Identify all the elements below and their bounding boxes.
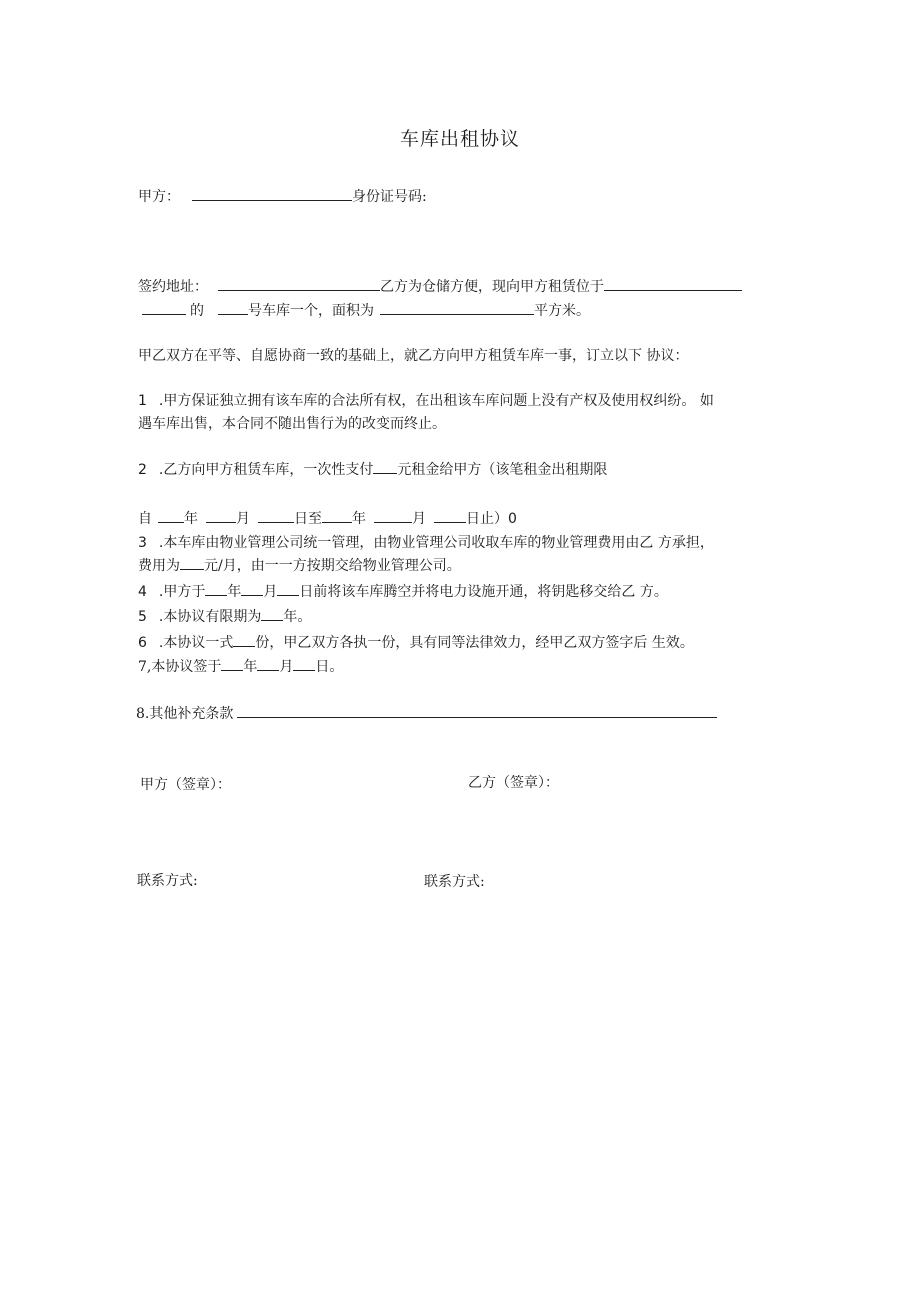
- clause-5-text-a: .本协议有限期为: [158, 609, 262, 625]
- clause-1-line-1: .甲方保证独立拥有该车库的合法所有权，在出租该车库问题上没有产权及使用权纠纷。 如: [158, 393, 714, 409]
- intro-text: 乙方为仓储方便，现向甲方租赁位于: [380, 279, 604, 295]
- sign-location-label: 签约地址：: [138, 279, 208, 295]
- party-a-line: [138, 187, 427, 207]
- clause-5-text-b: 年。: [283, 609, 312, 625]
- end-year-label: 年: [352, 511, 366, 527]
- clause-3: [138, 533, 714, 553]
- area-unit: 平方米。: [534, 303, 590, 319]
- end-day-blank[interactable]: [434, 510, 466, 523]
- sign-day-blank[interactable]: [293, 658, 315, 671]
- start-month-blank[interactable]: [206, 510, 236, 523]
- document-title: 车库出租协议: [399, 128, 520, 150]
- validity-years-blank[interactable]: [261, 608, 283, 621]
- clause-6-text-b: 份，甲乙双方各执一份，具有同等法律效力，经甲乙双方签字后 生效。: [255, 635, 694, 651]
- clause-5-number: 5: [138, 609, 147, 625]
- period-from: 自: [138, 511, 152, 527]
- sign-year-blank[interactable]: [221, 658, 243, 671]
- day-to-label: 日至: [294, 511, 322, 527]
- clause-7-text-a: 7,本协议签于: [138, 659, 222, 675]
- day-end-label: 日止）0: [466, 511, 517, 527]
- party-a-name-blank[interactable]: [192, 188, 352, 201]
- rental-period-line: [138, 509, 517, 529]
- clause-5: [138, 607, 311, 627]
- garage-number-blank[interactable]: [218, 302, 248, 315]
- clause-4-text-a: .甲方于: [158, 584, 206, 600]
- party-a-label: 甲方：: [138, 189, 180, 205]
- copies-blank[interactable]: [233, 634, 255, 647]
- start-month-label: 月: [236, 511, 250, 527]
- clause-7: [138, 657, 343, 677]
- rent-amount-blank[interactable]: [373, 461, 397, 474]
- clause-8: [136, 704, 717, 724]
- clause-3-line-2: [138, 556, 461, 576]
- clause-1-line-2: 遇车库出售，本合同不随出售行为的改变而终止。: [138, 416, 446, 432]
- start-year-label: 年: [184, 511, 198, 527]
- party-b-contact: 联系方式:: [424, 874, 485, 890]
- clause-3-text-b: 元/月，由一一方按期交给物业管理公司。: [204, 558, 461, 574]
- clause-3-line-1: .本车库由物业管理公司统一管理，由物业管理公司收取车库的物业管理费用由乙 方承担，: [158, 535, 714, 551]
- clause-2-text-a: .乙方向甲方租赁车库，一次性支付: [158, 462, 374, 478]
- clause-3-number: 3: [138, 535, 147, 551]
- clause-4-number: 4: [138, 584, 147, 600]
- fee-amount-blank[interactable]: [180, 557, 204, 570]
- start-year-blank[interactable]: [158, 510, 184, 523]
- party-a-contact: 联系方式:: [137, 873, 198, 889]
- clause-4: [138, 582, 668, 602]
- clause-6: [138, 633, 694, 653]
- location-de: 的: [190, 303, 204, 319]
- vacate-month-label: 月: [263, 584, 278, 600]
- clause-2-text-b: 元租金给甲方（该笔租金出租期限: [397, 462, 608, 478]
- clause-1-number: 1: [138, 393, 147, 409]
- clause-7-text-b: 日。: [315, 659, 344, 675]
- sign-year-label: 年: [243, 659, 258, 675]
- vacate-year-blank[interactable]: [205, 583, 227, 596]
- clause-2-number: 2: [138, 462, 147, 478]
- vacate-day-blank[interactable]: [277, 583, 299, 596]
- clause-6-number: 6: [138, 635, 147, 651]
- clause-8-text: 8.其他补充条款: [136, 706, 234, 722]
- garage-location-blank[interactable]: [604, 278, 742, 291]
- clause-4-text-b: 日前将该车库腾空并将电力设施开通，将钥匙移交给乙 方。: [299, 584, 668, 600]
- agreement-intro: 甲乙双方在平等、自愿协商一致的基础上，就乙方向甲方租赁车库一事，订立以下 协议：: [138, 348, 689, 364]
- id-number-label: 身份证号码:: [352, 189, 427, 205]
- clause-6-text-a: .本协议一式: [158, 635, 234, 651]
- start-day-blank[interactable]: [258, 510, 294, 523]
- supplementary-terms-blank[interactable]: [237, 705, 717, 718]
- area-blank[interactable]: [380, 302, 534, 315]
- party-b-signature: 乙方（签章）：: [468, 775, 559, 791]
- sign-location-blank[interactable]: [218, 278, 380, 291]
- location-detail-blank[interactable]: [142, 302, 186, 315]
- clause-1: [138, 391, 714, 411]
- end-year-blank[interactable]: [322, 510, 352, 523]
- garage-line: [142, 301, 590, 321]
- end-month-label: 月: [412, 511, 426, 527]
- end-month-blank[interactable]: [374, 510, 412, 523]
- vacate-year-label: 年: [227, 584, 242, 600]
- vacate-month-blank[interactable]: [241, 583, 263, 596]
- sign-month-blank[interactable]: [257, 658, 279, 671]
- sign-month-label: 月: [279, 659, 294, 675]
- party-a-signature: 甲方（签章）：: [140, 777, 231, 793]
- clause-3-text-a: 费用为: [138, 558, 180, 574]
- garage-text: 号车库一个，面积为: [248, 303, 374, 319]
- clause-2: [138, 460, 607, 480]
- sign-location-line: [138, 277, 742, 297]
